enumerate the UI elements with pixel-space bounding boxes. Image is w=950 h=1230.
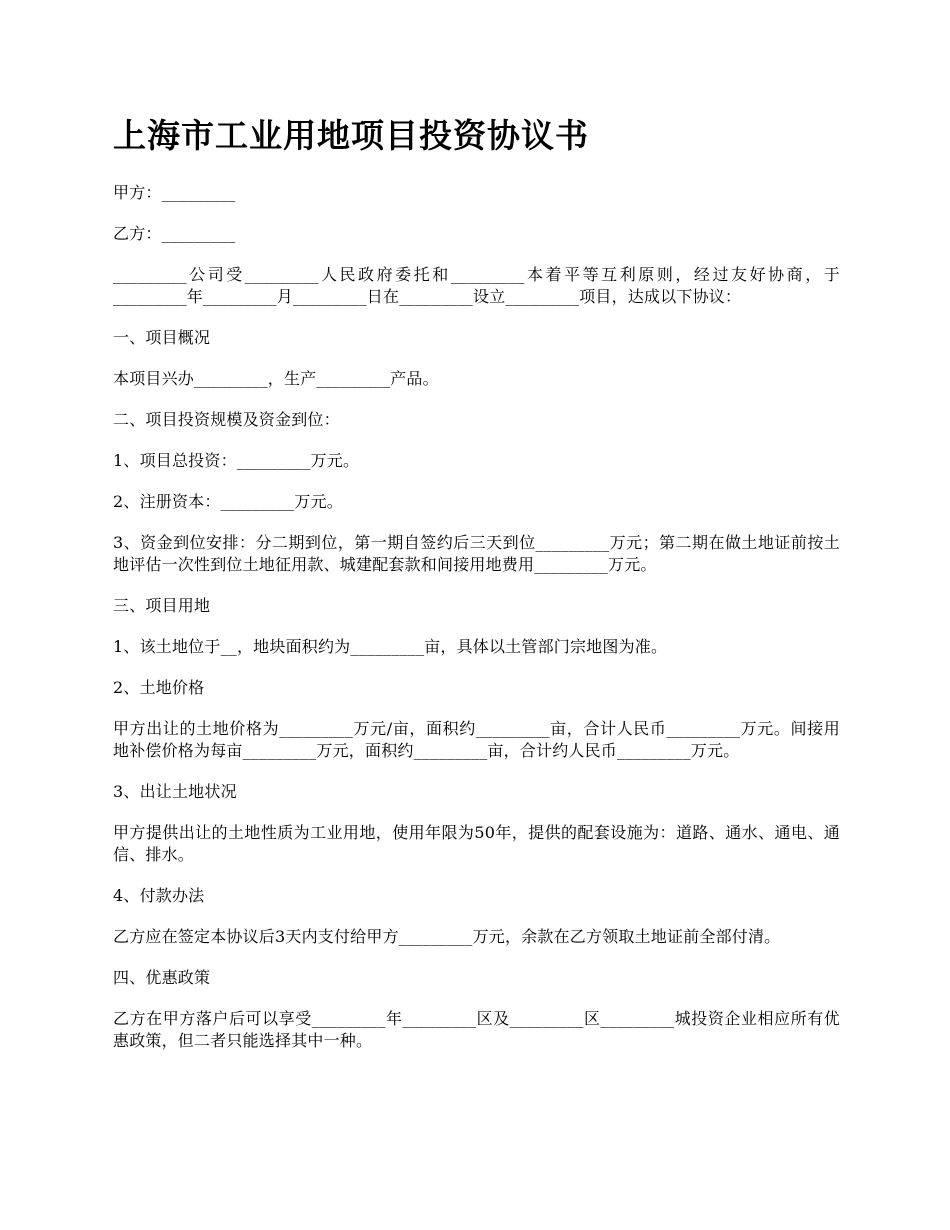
section-heading-project-overview: 一、项目概况 (113, 328, 211, 347)
section-heading-land-use: 三、项目用地 (113, 596, 211, 615)
section-heading-investment: 二、项目投资规模及资金到位： (113, 410, 340, 429)
land-location-paragraph: 1、该土地位于__，地块面积约为_________亩，具体以土管部门宗地图为准。 (113, 637, 668, 656)
subheading-payment-method: 4、付款办法 (113, 886, 205, 905)
subheading-land-price: 2、土地价格 (113, 678, 205, 697)
party-a-line: 甲方：_________ (113, 183, 236, 202)
project-overview-paragraph: 本项目兴办_________，生产_________产品。 (113, 369, 439, 388)
land-status-paragraph: 甲方提供出让的土地性质为工业用地，使用年限为50年，提供的配套设施为：道路、通水、通电、通信、排水。 (113, 823, 840, 864)
registered-capital-paragraph: 2、注册资本：_________万元。 (113, 492, 343, 511)
funding-schedule-paragraph: 3、资金到位安排：分二期到位，第一期自签约后三天到位_________万元；第二期在做土地证前按土地评估一次性到位土地征用款、城建配套款和间接用地费用_________万元。 (113, 533, 840, 574)
payment-method-paragraph: 乙方应在签定本协议后3天内支付给甲方_________万元，余款在乙方领取土地证前全部付清。 (113, 927, 781, 946)
preamble-paragraph: _________公司受_________人民政府委托和_________本着平等互利原则，经过友好协商，于_________年_________月_________日在_________设立_________项目，达成以下协议： (113, 265, 840, 306)
land-price-paragraph: 甲方出让的土地价格为_________万元/亩，面积约_________亩，合计人民币_________万元。间接用地补偿价格为每亩_________万元，面积约_________亩，合计约人民币_________万元。 (113, 719, 840, 760)
section-heading-preferential-policy: 四、优惠政策 (113, 968, 211, 987)
preferential-policy-paragraph: 乙方在甲方落户后可以享受_________年_________区及_________区_________城投资企业相应所有优惠政策，但二者只能选择其中一种。 (113, 1009, 840, 1050)
subheading-land-status: 3、出让土地状况 (113, 782, 237, 801)
document-page (113, 112, 840, 1071)
total-investment-paragraph: 1、项目总投资：_________万元。 (113, 451, 360, 470)
party-b-line: 乙方：_________ (113, 224, 236, 243)
document-title: 上海市工业用地项目投资协议书 (113, 116, 589, 155)
